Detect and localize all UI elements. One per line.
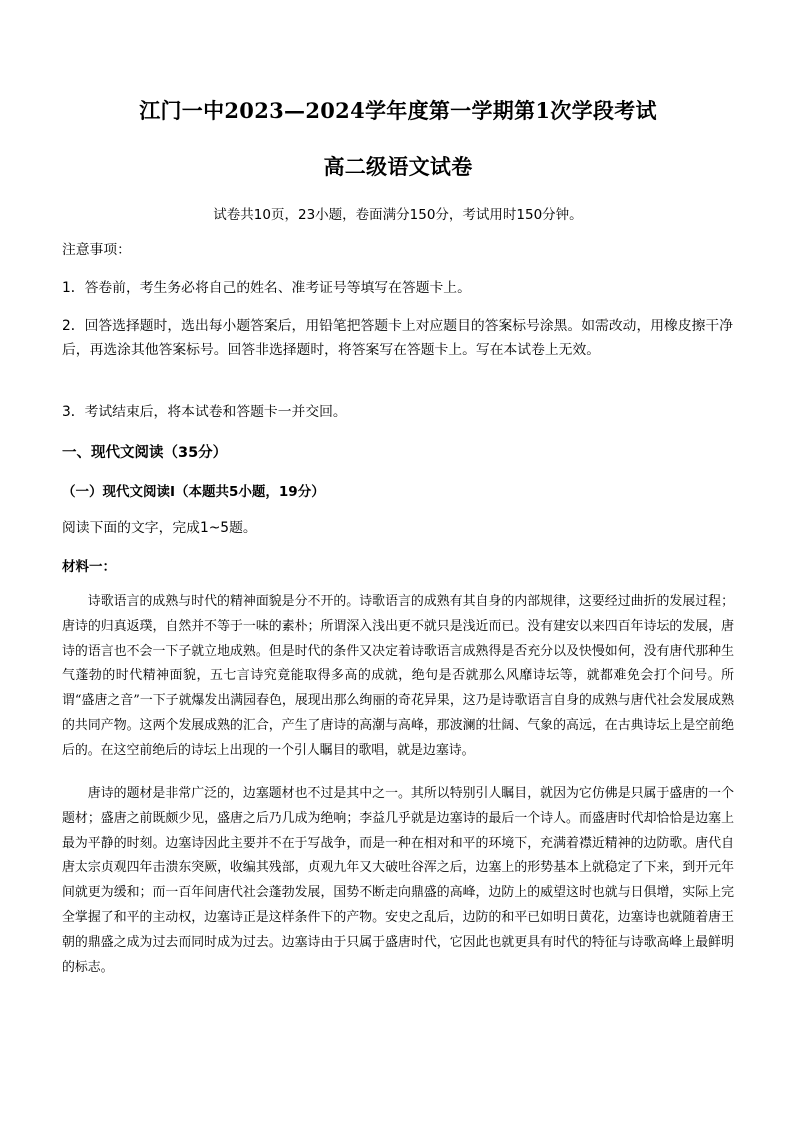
exam-subtitle: 高二级语文试卷 <box>323 154 473 179</box>
subsection-title: （一）现代文阅读Ⅰ（本题共5小题，19分） <box>62 484 325 500</box>
material-paragraph-2: 唐诗的题材是非常广泛的，边塞题材也不过是其中之一。其所以特别引人瞩目，就因为它仿佛是只属于盛唐的一个题材；盛唐之前既颇少见，盛唐之后乃几成为绝响；李益几乎就是边塞诗的最后一个诗人。而盛唐时代却恰恰是边塞上最为平静的时刻。边塞诗因此主要并不在于写战争，而是一种在相对和平的环境下，充满着襟近精神的边防歌。唐代自唐太宗贞观四年击溃东突厥，收编其残部，贞观九年又大破吐谷浑之后，边塞上的形势基本上就稳定了下来，到开元年间就更为缓和；而一百年间唐代社会蓬勃发展，国势不断走向鼎盛的高峰，边防上的威望这时也就与日俱增，实际上完全掌握了和平的主动权，边塞诗正是这样条件下的产物。安史之乱后，边防的和平已如明日黄花，边塞诗也就随着唐王朝的鼎盛之成为过去而同时成为过去。边塞诗由于只属于盛唐时代，它因此也就更具有时代的特征与诗歌高峰上最鲜明的标志。 <box>62 786 734 975</box>
notice-item-2: 2．回答选择题时，选出每小题答案后，用铅笔把答题卡上对应题目的答案标号涂黑。如需改动，用橡皮擦干净后，再选涂其他答案标号。回答非选择题时，将答案写在答题卡上。写在本试卷上无效。 <box>62 318 734 358</box>
exam-info: 试卷共10页，23小题，卷面满分150分，考试用时150分钟。 <box>213 207 583 223</box>
material-label: 材料一： <box>62 559 116 575</box>
notice-item-3: 3．考试结束后，将本试卷和答题卡一并交回。 <box>62 404 347 420</box>
reading-instruction: 阅读下面的文字，完成1~5题。 <box>62 520 257 536</box>
notice-heading: 注意事项： <box>62 242 131 258</box>
exam-title: 江门一中2023—2024学年度第一学期第1次学段考试 <box>139 98 657 123</box>
section-title: 一、现代文阅读（35分） <box>62 445 228 461</box>
material-paragraph-1: 诗歌语言的成熟与时代的精神面貌是分不开的。诗歌语言的成熟有其自身的内部规律，这要经过曲折的发展过程；唐诗的归真返璞，自然并不等于一味的素朴；所谓深入浅出更不就只是浅近而已。没有建安以来四百年诗坛的发展，唐诗的语言也不会一下子就立地成熟。但是时代的条件又决定着诗歌语言成熟得是否充分以及快慢如何，没有唐代那种生气蓬勃的时代精神面貌，五七言诗究竟能取得多高的成就，绝句是否就那么风靡诗坛等，就都难免会打个问号。所谓“盛唐之音”一下子就爆发出满园春色，展现出那么绚丽的奇花异果，这乃是诗歌语言自身的成熟与唐代社会发展成熟的共同产物。这两个发展成熟的汇合，产生了唐诗的高潮与高峰，那波澜的壮阔、气象的高远，在古典诗坛上是空前绝后的。在这空前绝后的诗坛上出现的一个引人瞩目的歌唱，就是边塞诗。 <box>62 594 734 758</box>
notice-item-1: 1．答卷前，考生务必将自己的姓名、准考证号等填写在答题卡上。 <box>62 280 471 296</box>
